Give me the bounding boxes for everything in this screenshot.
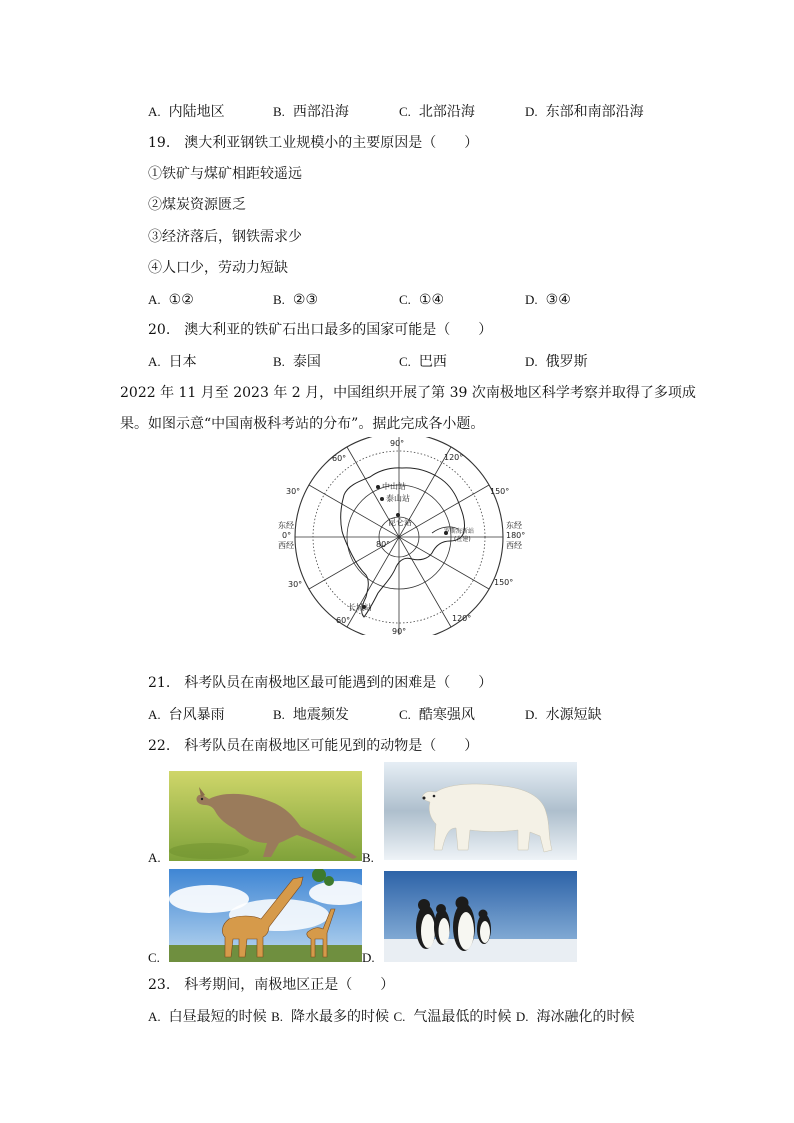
q21-option-a[interactable] bbox=[148, 705, 225, 725]
giraffe-image[interactable] bbox=[169, 869, 362, 962]
label-bl-60: 60° bbox=[336, 616, 351, 625]
label-zero: 0° bbox=[282, 531, 292, 540]
label-west-right: 西经 bbox=[506, 541, 522, 550]
q19-item-4: ④人口少，劳动力短缺 bbox=[148, 260, 288, 276]
q21-option-b[interactable] bbox=[273, 705, 349, 725]
option-letter: C. bbox=[399, 707, 411, 722]
label-east-right: 东经 bbox=[506, 521, 522, 530]
label-west-left: 西经 bbox=[278, 541, 294, 550]
q22-option-c-letter[interactable]: C. bbox=[148, 950, 160, 965]
polar-bear-illustration bbox=[384, 762, 577, 860]
q19-item-1: ①铁矿与煤矿相距较遥远 bbox=[148, 166, 302, 182]
option-text: 白昼最短的时候 bbox=[168, 1009, 267, 1025]
q18-option-c[interactable] bbox=[399, 102, 475, 122]
q19-item-3: ③经济落后，钢铁需求少 bbox=[148, 229, 302, 245]
q21-option-c[interactable] bbox=[399, 705, 475, 725]
q23-options-line bbox=[148, 1007, 634, 1027]
q23-option-a[interactable] bbox=[148, 1009, 267, 1025]
kunlun-station-dot bbox=[396, 513, 400, 517]
label-east-left: 东经 bbox=[278, 521, 294, 530]
q23-option-c[interactable] bbox=[393, 1009, 511, 1025]
polar-bear-image[interactable] bbox=[384, 762, 577, 860]
giraffe-illustration bbox=[169, 869, 362, 962]
taishan-station-dot bbox=[380, 497, 384, 501]
option-letter: D. bbox=[525, 292, 538, 307]
option-text: ②③ bbox=[292, 292, 319, 308]
option-letter: A. bbox=[148, 354, 161, 369]
antarctica-station-map bbox=[278, 437, 538, 635]
q19-stem: 19. 澳大利亚钢铁工业规模小的主要原因是（ ） bbox=[148, 135, 479, 151]
label-kunlun: 昆仑站 bbox=[388, 518, 412, 527]
option-text: 地震频发 bbox=[292, 707, 349, 723]
q22-option-b-letter[interactable]: B. bbox=[362, 850, 374, 865]
zhongshan-station-dot bbox=[376, 485, 380, 489]
option-text: 北部沿海 bbox=[418, 104, 475, 120]
q23-option-d[interactable] bbox=[516, 1009, 635, 1025]
kangaroo-image[interactable] bbox=[169, 771, 362, 861]
option-letter: C. bbox=[393, 1009, 406, 1024]
option-letter: B. bbox=[273, 354, 285, 369]
q22-stem: 22. 科考队员在南极地区可能见到的动物是（ ） bbox=[148, 738, 479, 754]
q22-option-a-letter[interactable]: A. bbox=[148, 850, 161, 865]
penguin-illustration bbox=[384, 871, 577, 962]
q21-option-d[interactable] bbox=[525, 705, 602, 725]
label-180: 180° bbox=[506, 531, 526, 540]
intro-line-2: 果。如图示意“中国南极科考站的分布”。据此完成各小题。 bbox=[120, 416, 485, 432]
option-letter: B. bbox=[273, 707, 285, 722]
option-text: 泰国 bbox=[292, 354, 321, 370]
q20-option-a[interactable] bbox=[148, 352, 197, 372]
label-80: 80° bbox=[376, 540, 391, 549]
q19-option-c[interactable] bbox=[399, 290, 444, 310]
option-letter: A. bbox=[148, 1009, 161, 1024]
q18-option-b[interactable] bbox=[273, 102, 349, 122]
option-text: ①④ bbox=[418, 292, 445, 308]
q22-option-d-letter[interactable]: D. bbox=[362, 950, 375, 965]
label-luosi-note: (在建) bbox=[454, 536, 471, 543]
option-text: 降水最多的时候 bbox=[291, 1009, 390, 1025]
option-letter: B. bbox=[273, 104, 285, 119]
option-text: 日本 bbox=[168, 354, 197, 370]
label-top-90: 90° bbox=[390, 439, 405, 448]
label-changcheng: 长城站 bbox=[348, 603, 372, 612]
option-text: 台风暴雨 bbox=[168, 707, 225, 723]
option-text: 巴西 bbox=[418, 354, 447, 370]
label-tr-120: 120° bbox=[444, 453, 464, 462]
option-text: 酷寒强风 bbox=[418, 707, 475, 723]
label-taishan: 泰山站 bbox=[386, 494, 410, 503]
q21-stem: 21. 科考队员在南极地区最可能遇到的困难是（ ） bbox=[148, 675, 493, 691]
q20-option-b[interactable] bbox=[273, 352, 321, 372]
q20-option-d[interactable] bbox=[525, 352, 588, 372]
label-bl-30: 30° bbox=[288, 580, 303, 589]
q23-option-b[interactable] bbox=[271, 1009, 389, 1025]
option-letter: A. bbox=[148, 292, 161, 307]
q19-option-a[interactable] bbox=[148, 290, 194, 310]
option-text: 水源短缺 bbox=[545, 707, 602, 723]
option-text: 海冰融化的时候 bbox=[536, 1009, 635, 1025]
option-text: 西部沿海 bbox=[292, 104, 349, 120]
option-letter: B. bbox=[271, 1009, 284, 1024]
option-text: 东部和南部沿海 bbox=[545, 104, 644, 120]
q20-stem: 20. 澳大利亚的铁矿石出口最多的国家可能是（ ） bbox=[148, 322, 493, 338]
option-text: 俄罗斯 bbox=[545, 354, 588, 370]
map-meridians bbox=[295, 437, 503, 635]
option-letter: D. bbox=[515, 1009, 529, 1024]
label-zhongshan: 中山站 bbox=[382, 482, 406, 491]
option-text: 内陆地区 bbox=[168, 104, 225, 120]
intro-line-1: 2022 年 11 月至 2023 年 2 月，中国组织开展了第 39 次南极地区科学考察并取得了多项成 bbox=[120, 385, 696, 401]
option-text: ③④ bbox=[545, 292, 571, 308]
option-letter: D. bbox=[525, 104, 538, 119]
q20-option-c[interactable] bbox=[399, 352, 447, 372]
q19-option-b[interactable] bbox=[273, 290, 318, 310]
q18-option-a[interactable] bbox=[148, 102, 225, 122]
penguin-image[interactable] bbox=[384, 871, 577, 962]
option-letter: C. bbox=[399, 292, 411, 307]
label-luosi: 罗斯海新站 bbox=[444, 528, 475, 535]
option-letter: D. bbox=[525, 354, 538, 369]
option-text: 气温最低的时候 bbox=[413, 1009, 512, 1025]
q19-item-2: ②煤炭资源匮乏 bbox=[148, 197, 246, 213]
label-r-150: 150° bbox=[490, 487, 510, 496]
option-letter: B. bbox=[273, 292, 285, 307]
label-tl-60: 60° bbox=[332, 454, 347, 463]
kangaroo-illustration bbox=[169, 771, 362, 861]
label-bottom-90: 90° bbox=[392, 627, 407, 635]
label-l-30: 30° bbox=[286, 487, 301, 496]
q23-stem: 23. 科考期间，南极地区正是（ ） bbox=[148, 977, 395, 993]
option-letter: C. bbox=[399, 354, 411, 369]
option-letter: C. bbox=[399, 104, 411, 119]
option-letter: D. bbox=[525, 707, 538, 722]
option-letter: A. bbox=[148, 104, 161, 119]
q18-option-d[interactable] bbox=[525, 102, 644, 122]
option-letter: A. bbox=[148, 707, 161, 722]
option-text: ①② bbox=[168, 292, 194, 308]
label-br-120: 120° bbox=[452, 614, 472, 623]
label-br-150: 150° bbox=[494, 578, 514, 587]
q19-option-d[interactable] bbox=[525, 290, 571, 310]
